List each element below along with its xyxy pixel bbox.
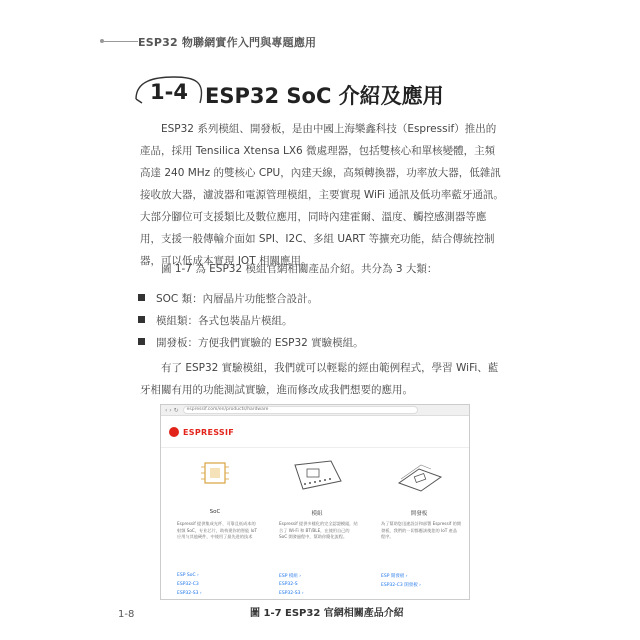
product-column-devkits [371, 457, 467, 597]
product-link[interactable]: ESP32-C3 [177, 582, 199, 587]
dev-board-icon [391, 457, 447, 495]
product-column-desc: Espressif 提供集成光纤、可靠且低成本的射频 SoC，专业芯片，助构建你的智能 IoT 应用与其他硬件，中使用了最先进的技术 [177, 521, 257, 539]
product-column-soc [167, 457, 263, 597]
paragraph-conclusion: 有了 ESP32 實驗模組，我們就可以輕鬆的經由範例程式，學習 WiFi、藍牙相關有用的功能測試實驗，進而修改成我們想要的應用。 [140, 362, 499, 396]
product-column-title: 開發板 [410, 511, 428, 517]
product-link[interactable]: ESP32-S [279, 582, 298, 587]
figure-screenshot [160, 404, 470, 600]
product-column-modules [269, 457, 365, 597]
back-arrow-icon: ‹ › ↻ [165, 406, 179, 414]
espressif-logo-icon [169, 427, 179, 437]
figure-divider [161, 447, 469, 448]
browser-url: espressif.com/en/products/hardware [183, 406, 418, 414]
product-link[interactable]: ESP32-C3 開發板 › [381, 583, 421, 588]
page-number: 1-8 [118, 609, 135, 620]
module-board-icon [289, 457, 345, 495]
section-title: ESP32 SoC 介紹及應用 [205, 84, 444, 108]
product-link[interactable]: ESP 開發板 › [381, 574, 408, 579]
bullet-item [138, 313, 293, 328]
product-link[interactable]: ESP32-S3 › [279, 591, 304, 596]
bullet-text: 模組類：各式包裝晶片模組。 [156, 315, 293, 327]
bullet-text: 開發板：方便我們實驗的 ESP32 實驗模組。 [156, 337, 364, 349]
espressif-logo-text: ESPRESSIF [183, 427, 235, 437]
product-link[interactable]: ESP 模組 › [279, 574, 302, 579]
bullet-square-icon [138, 294, 145, 301]
product-link[interactable]: ESP SoC › [177, 573, 199, 578]
product-column-desc: Espressif 提供多樣化的完全認證模組，結合了 Wi-Fi 和 BT/BLE，在使用自己的 SoC 開發過程中，幫助你簡化流程。 [279, 521, 358, 539]
paragraph-figure-ref: 圖 1-7 為 ESP32 模組官網相關產品介紹。共分為 3 大類： [161, 263, 438, 275]
bullet-item [138, 291, 318, 306]
bullet-text: SOC 類：內層晶片功能整合設計。 [156, 293, 319, 305]
chip-icon [187, 457, 243, 495]
product-column-title: 模組 [311, 511, 323, 517]
product-column-title: SoC [209, 509, 221, 515]
bullet-square-icon [138, 316, 145, 323]
running-header: ESP32 物聯網實作入門與專題應用 [138, 36, 317, 49]
browser-bar [161, 405, 469, 416]
product-link[interactable]: ESP32-S3 › [177, 591, 202, 596]
figure-caption: 圖 1-7 ESP32 官網相關產品介紹 [250, 608, 404, 619]
header-rule [104, 41, 138, 42]
bullet-square-icon [138, 338, 145, 345]
paragraph-intro: ESP32 系列模組、開發板，是由中國上海樂鑫科技（Espressif）推出的產品，採用 Tensilica Xtensa LX6 微處理器，包括雙核心和單核變體，主頻高達 240 MHz 的雙核心 CPU，內建天線，高頻轉換器，功率放大器，低雜訊接收放大器，濾波器和電源管理模組，主要實現 WiFi 通訊及低功率藍牙通訊。大部分腳位可支援類比及數位應用，同時內建霍爾、溫度、觸控感測器等應用，支援一般傳輸介面如 SPI、I2C、多組 UART 等擴充功能，結合傳統控制器，可以低成本實現 IOT 相關應用。 [140, 123, 504, 267]
espressif-logo [169, 427, 234, 437]
product-column-desc: 為了幫助您迅速設計和部署 Espressif 的開發板，我們的一切都應該使您的 IoT 產品程序。 [381, 521, 461, 539]
bullet-item [138, 335, 364, 350]
section-number: 1-4 [150, 80, 188, 104]
